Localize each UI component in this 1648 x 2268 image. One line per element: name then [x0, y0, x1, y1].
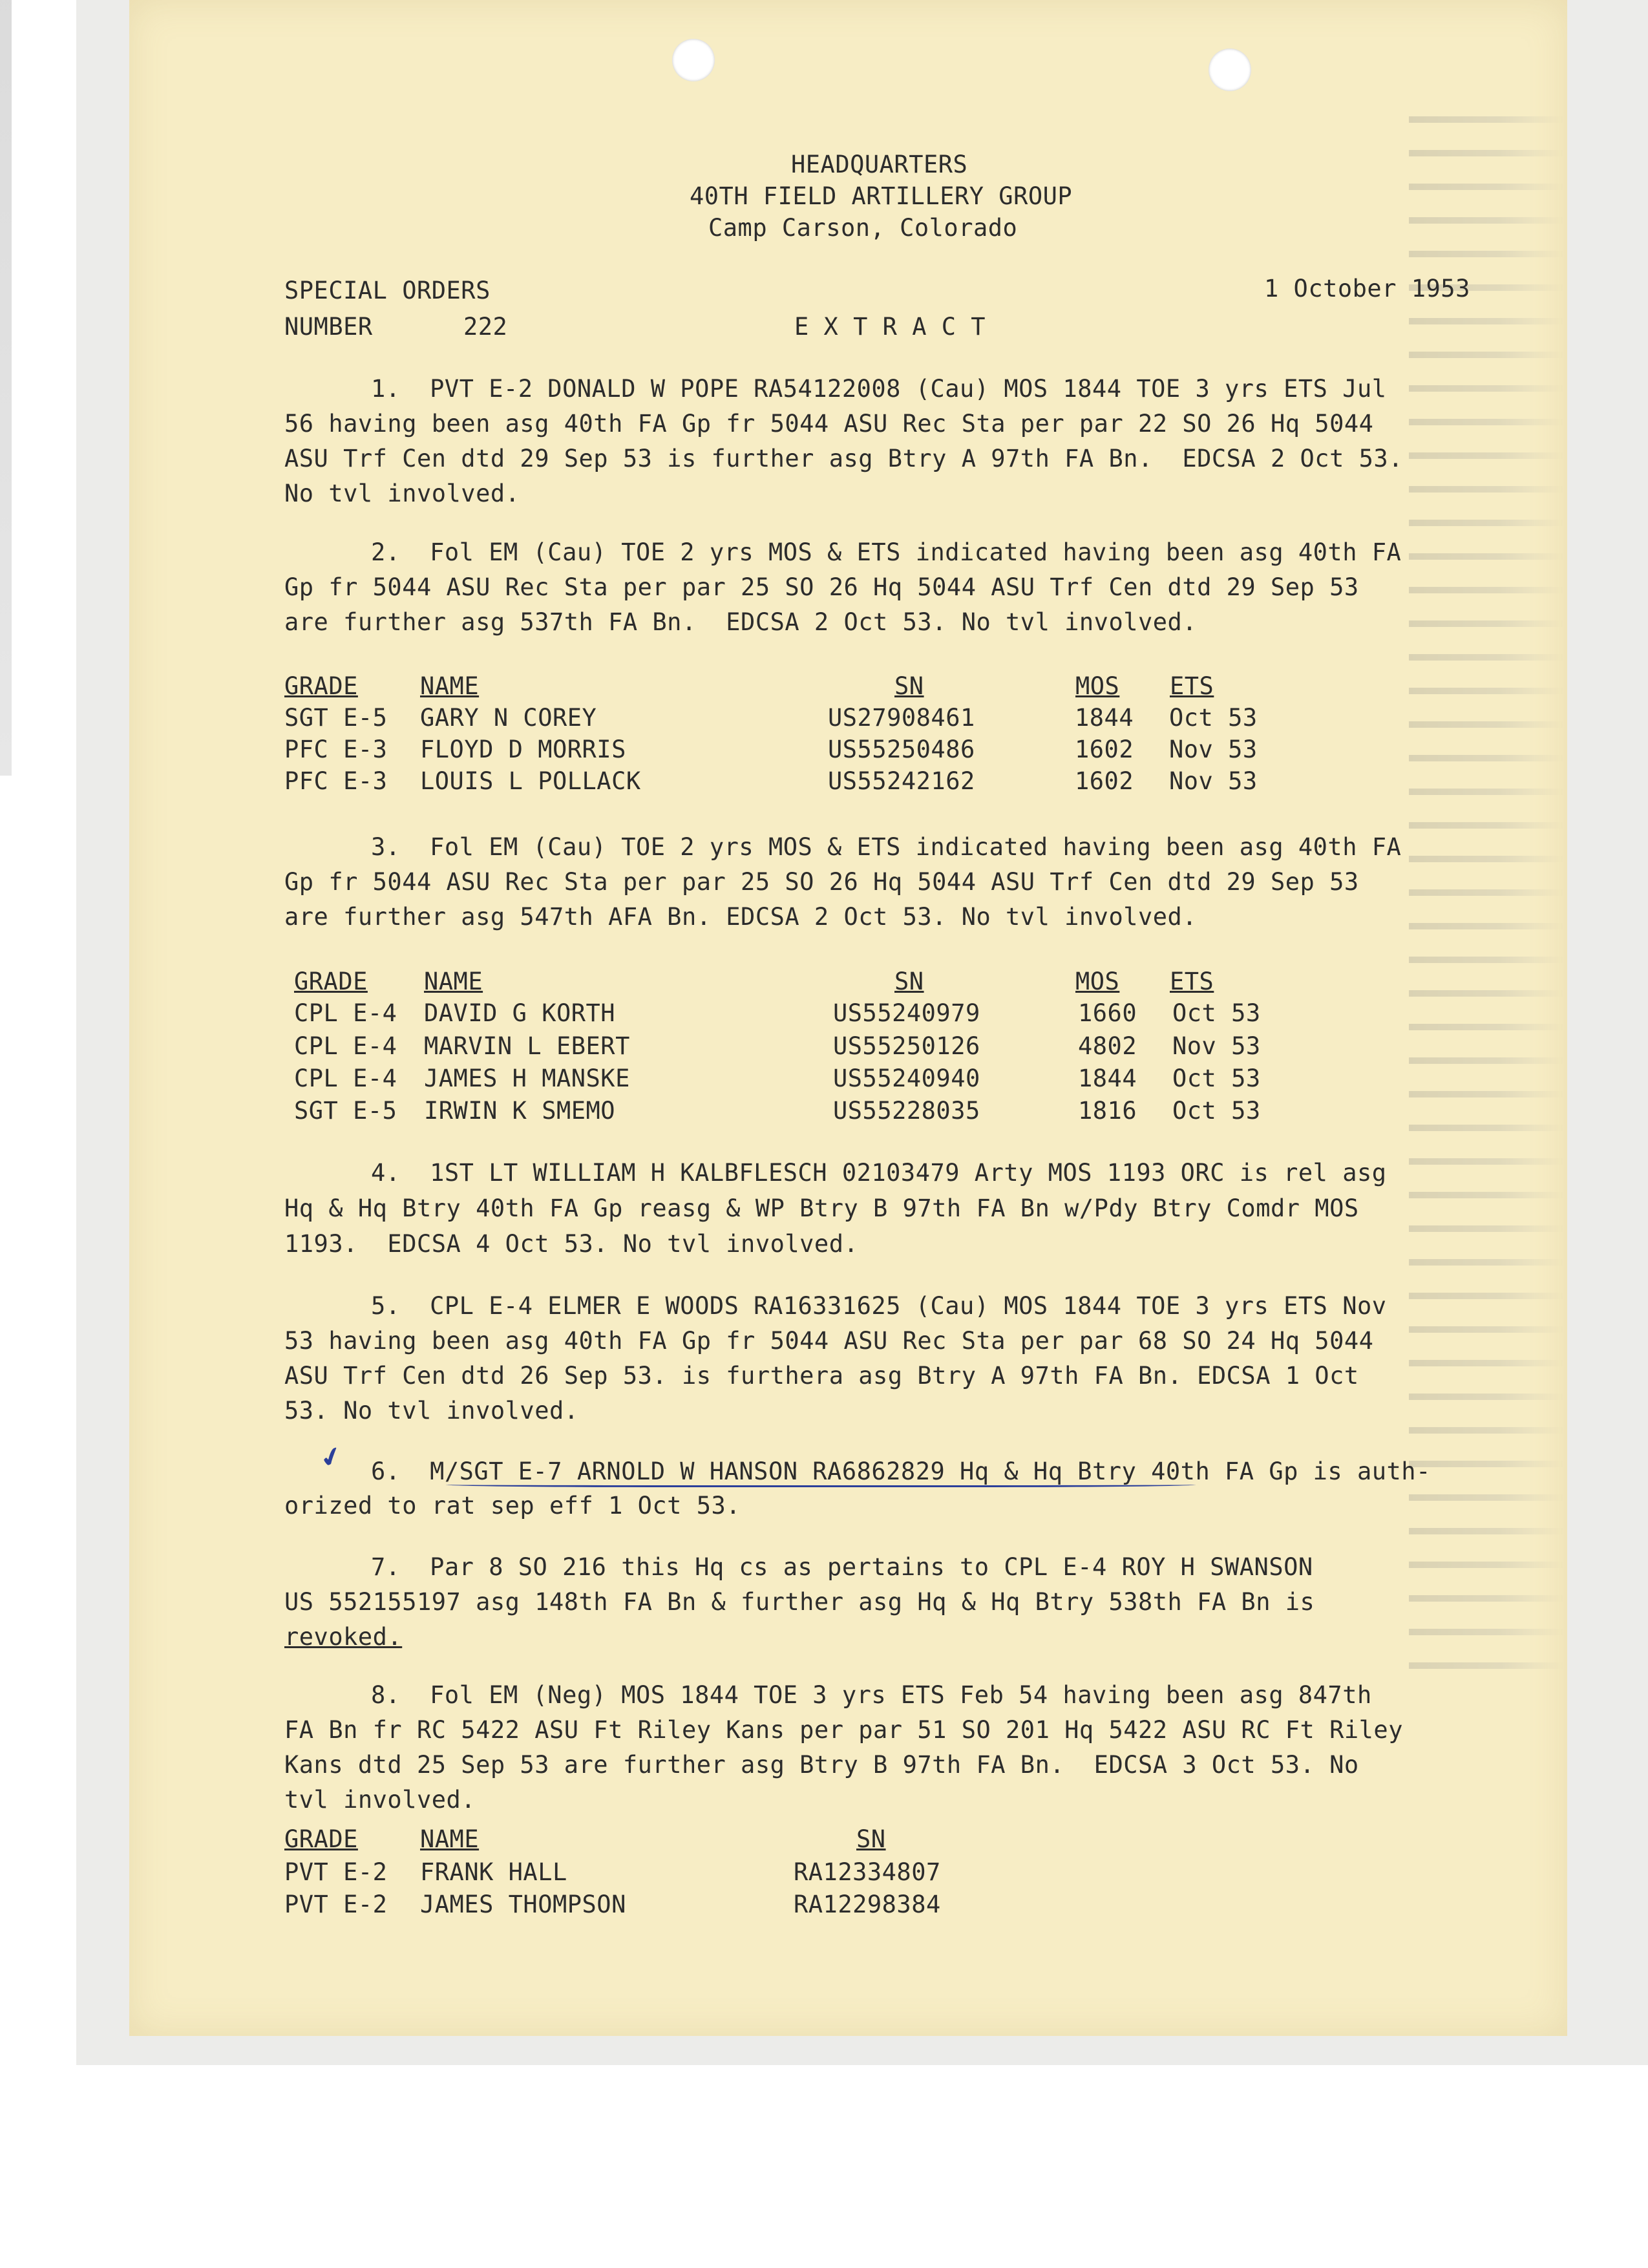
- table-cell-sn: US55240940: [833, 1065, 980, 1092]
- table-cell-ets: Oct 53: [1172, 999, 1261, 1027]
- table-cell-grade: PFC E-3: [284, 736, 388, 763]
- table-cell-grade: PVT E-2: [284, 1891, 388, 1918]
- para8-line: tvl involved.: [284, 1786, 476, 1814]
- table-cell-sn: US55250486: [828, 736, 975, 763]
- para3-line: Gp fr 5044 ASU Rec Sta per par 25 SO 26 Hq 5044 ASU Trf Cen dtd 29 Sep 53: [284, 868, 1359, 896]
- order-number: 222: [463, 313, 508, 341]
- table-cell-grade: CPL E-4: [294, 999, 397, 1027]
- table-cell-name: DAVID G KORTH: [424, 999, 616, 1027]
- table-cell-sn: RA12334807: [794, 1858, 941, 1886]
- check-mark-icon: ✔: [316, 1439, 347, 1476]
- order-date: 1 October 1953: [1264, 275, 1470, 302]
- punch-hole: [1209, 48, 1251, 91]
- para3-line: are further asg 547th AFA Bn. EDCSA 2 Oct 53. No tvl involved.: [284, 903, 1198, 931]
- table-header-mos: MOS: [1075, 672, 1120, 700]
- table-cell-ets: Oct 53: [1172, 1097, 1261, 1125]
- para4-line: 1193. EDCSA 4 Oct 53. No tvl involved.: [284, 1230, 859, 1258]
- table-cell-sn: US55242162: [828, 767, 975, 795]
- header-unit: 40TH FIELD ARTILLERY GROUP: [690, 182, 1073, 210]
- table-header-name: NAME: [424, 968, 483, 995]
- table-header-name: NAME: [420, 1825, 480, 1853]
- table-cell-grade: SGT E-5: [294, 1097, 397, 1125]
- table-cell-ets: Nov 53: [1169, 736, 1258, 763]
- table-cell-name: JAMES H MANSKE: [424, 1065, 630, 1092]
- table-cell-mos: 1844: [1078, 1065, 1137, 1092]
- table-cell-sn: US55228035: [833, 1097, 980, 1125]
- table-cell-sn: US55250126: [833, 1032, 980, 1060]
- table-header-grade: GRADE: [284, 1825, 358, 1853]
- para3-line: 3. Fol EM (Cau) TOE 2 yrs MOS & ETS indicated having been asg 40th FA: [371, 833, 1402, 861]
- document-page: [129, 0, 1567, 2036]
- table-cell-name: MARVIN L EBERT: [424, 1032, 630, 1060]
- table-cell-grade: SGT E-5: [284, 704, 388, 732]
- number-label: NUMBER: [284, 313, 373, 341]
- table-cell-mos: 4802: [1078, 1032, 1137, 1060]
- table-cell-sn: US55240979: [833, 999, 980, 1027]
- table-header-ets: ETS: [1170, 672, 1214, 700]
- table-cell-name: LOUIS L POLLACK: [420, 767, 641, 795]
- header-headquarters: HEADQUARTERS: [791, 151, 968, 178]
- table-header-mos: MOS: [1075, 968, 1120, 995]
- para7-line: US 552155197 asg 148th FA Bn & further asg Hq & Hq Btry 538th FA Bn is: [284, 1588, 1315, 1616]
- table-cell-mos: 1816: [1078, 1097, 1137, 1125]
- para5-line: 53. No tvl involved.: [284, 1397, 579, 1425]
- table-cell-grade: CPL E-4: [294, 1065, 397, 1092]
- table-header-sn: SN: [894, 968, 924, 995]
- table-cell-name: IRWIN K SMEMO: [424, 1097, 616, 1125]
- table-cell-name: JAMES THOMPSON: [420, 1891, 626, 1918]
- para4-line: Hq & Hq Btry 40th FA Gp reasg & WP Btry B 97th FA Bn w/Pdy Btry Comdr MOS: [284, 1194, 1359, 1222]
- table-cell-sn: RA12298384: [794, 1891, 941, 1918]
- table-cell-ets: Oct 53: [1172, 1065, 1261, 1092]
- table-cell-mos: 1660: [1078, 999, 1137, 1027]
- para6-line: orized to rat sep eff 1 Oct 53.: [284, 1492, 741, 1520]
- table-cell-ets: Oct 53: [1169, 704, 1258, 732]
- para2-line: 2. Fol EM (Cau) TOE 2 yrs MOS & ETS indicated having been asg 40th FA: [371, 538, 1402, 566]
- table-cell-mos: 1602: [1075, 736, 1134, 763]
- para1-line: 56 having been asg 40th FA Gp fr 5044 ASU Rec Sta per par 22 SO 26 Hq 5044: [284, 410, 1374, 438]
- para4-line: 4. 1ST LT WILLIAM H KALBFLESCH 02103479 Arty MOS 1193 ORC is rel asg: [371, 1159, 1387, 1187]
- table-header-grade: GRADE: [284, 672, 358, 700]
- table-cell-name: GARY N COREY: [420, 704, 597, 732]
- para8-line: 8. Fol EM (Neg) MOS 1844 TOE 3 yrs ETS Feb 54 having been asg 847th: [371, 1681, 1372, 1709]
- table-cell-grade: PVT E-2: [284, 1858, 388, 1886]
- para1-line: 1. PVT E-2 DONALD W POPE RA54122008 (Cau) MOS 1844 TOE 3 yrs ETS Jul: [371, 375, 1387, 403]
- table-header-grade: GRADE: [294, 968, 368, 995]
- table-cell-grade: PFC E-3: [284, 767, 388, 795]
- table-cell-grade: CPL E-4: [294, 1032, 397, 1060]
- para8-line: Kans dtd 25 Sep 53 are further asg Btry B 97th FA Bn. EDCSA 3 Oct 53. No: [284, 1751, 1359, 1779]
- special-orders-label: SPECIAL ORDERS: [284, 277, 491, 304]
- para7-line: 7. Par 8 SO 216 this Hq cs as pertains to CPL E-4 ROY H SWANSON: [371, 1553, 1313, 1581]
- table-cell-name: FRANK HALL: [420, 1858, 567, 1886]
- table-cell-mos: 1844: [1075, 704, 1134, 732]
- header-location: Camp Carson, Colorado: [708, 214, 1018, 242]
- para2-line: Gp fr 5044 ASU Rec Sta per par 25 SO 26 Hq 5044 ASU Trf Cen dtd 29 Sep 53: [284, 573, 1359, 601]
- table-cell-ets: Nov 53: [1172, 1032, 1261, 1060]
- para5-line: ASU Trf Cen dtd 26 Sep 53. is furthera asg Btry A 97th FA Bn. EDCSA 1 Oct: [284, 1362, 1359, 1390]
- binder-edge: [0, 0, 12, 776]
- table-header-name: NAME: [420, 672, 480, 700]
- para2-line: are further asg 537th FA Bn. EDCSA 2 Oct 53. No tvl involved.: [284, 608, 1198, 636]
- table-header-sn: SN: [856, 1825, 886, 1853]
- para7-line: revoked.: [284, 1623, 403, 1651]
- para1-line: ASU Trf Cen dtd 29 Sep 53 is further asg Btry A 97th FA Bn. EDCSA 2 Oct 53.: [284, 445, 1403, 472]
- pen-underline: [446, 1479, 1196, 1487]
- table-header-sn: SN: [894, 672, 924, 700]
- para1-line: No tvl involved.: [284, 480, 520, 507]
- extract-label: E X T R A C T: [794, 313, 986, 341]
- table-cell-name: FLOYD D MORRIS: [420, 736, 626, 763]
- punch-hole: [672, 39, 715, 81]
- para5-line: 53 having been asg 40th FA Gp fr 5044 ASU Rec Sta per par 68 SO 24 Hq 5044: [284, 1327, 1374, 1355]
- table-cell-ets: Nov 53: [1169, 767, 1258, 795]
- bleed-through: [1409, 116, 1564, 1732]
- table-cell-sn: US27908461: [828, 704, 975, 732]
- para8-line: FA Bn fr RC 5422 ASU Ft Riley Kans per par 51 SO 201 Hq 5422 ASU RC Ft Riley: [284, 1716, 1403, 1744]
- para6-line: 6. M/SGT E-7 ARNOLD W HANSON RA6862829 Hq & Hq Btry 40th FA Gp is auth-: [371, 1457, 1431, 1485]
- table-header-ets: ETS: [1170, 968, 1214, 995]
- para5-line: 5. CPL E-4 ELMER E WOODS RA16331625 (Cau) MOS 1844 TOE 3 yrs ETS Nov: [371, 1292, 1387, 1320]
- table-cell-mos: 1602: [1075, 767, 1134, 795]
